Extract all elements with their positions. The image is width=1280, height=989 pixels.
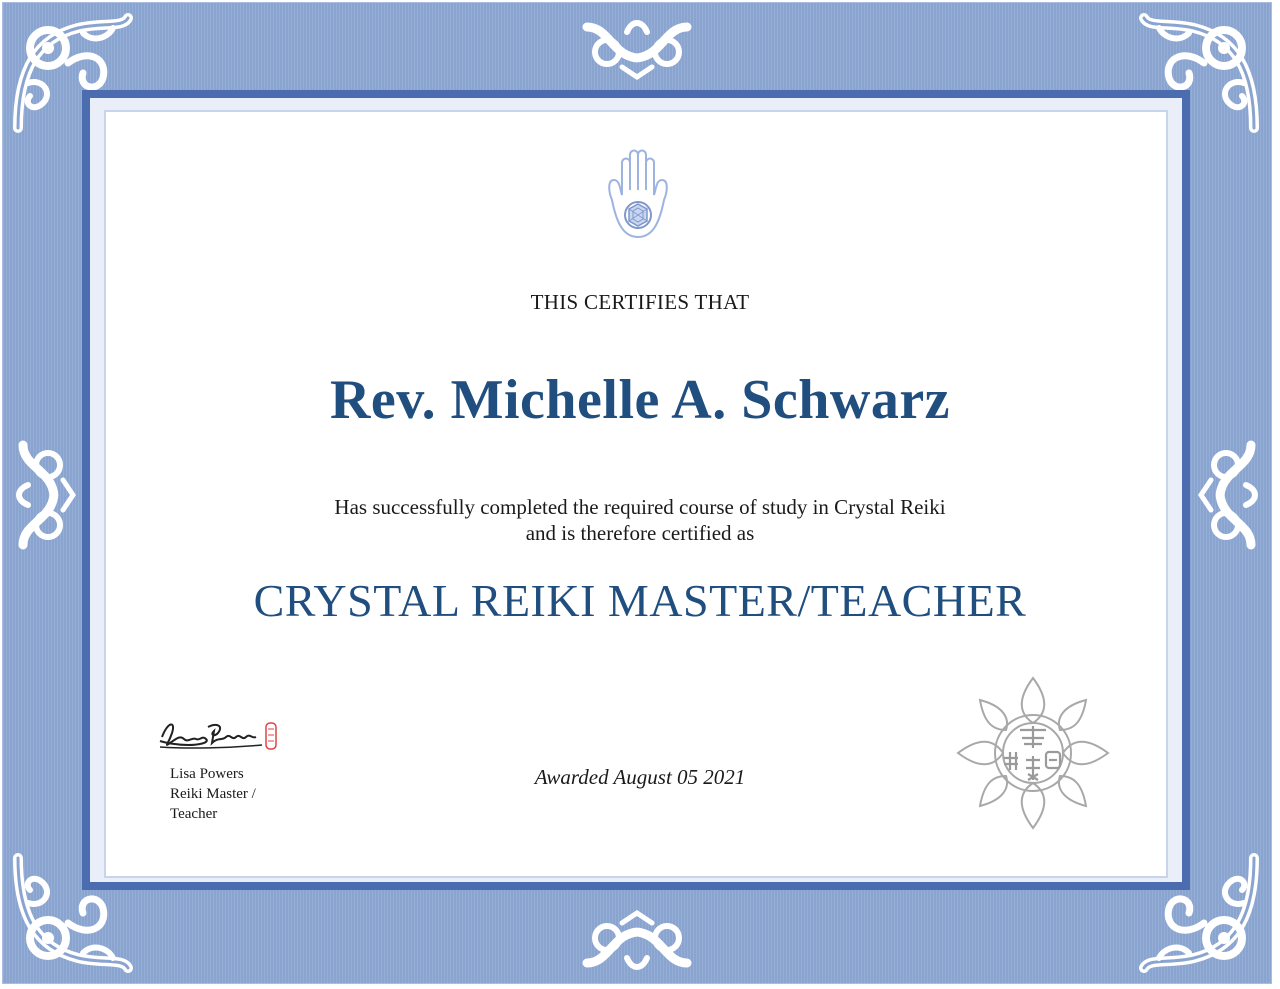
signer-name: Lisa Powers bbox=[170, 766, 244, 782]
certifies-heading: THIS CERTIFIES THAT bbox=[530, 290, 750, 314]
handwritten-signature bbox=[158, 715, 283, 755]
statement-line-1: Has successfully completed the required course of study in Crystal Reiki bbox=[334, 495, 946, 519]
top-center-scroll-ornament bbox=[577, 12, 697, 82]
awarded-date: Awarded August 05 2021 bbox=[534, 765, 746, 789]
reiki-lotus-seal-icon bbox=[948, 668, 1118, 838]
signer-title-line-1: Reiki Master / bbox=[170, 786, 256, 802]
bottom-center-scroll-ornament bbox=[577, 908, 697, 978]
hamsa-hand-crystal-icon bbox=[600, 145, 680, 245]
signer-title-line-2: Teacher bbox=[170, 806, 218, 822]
recipient-name: Rev. Michelle A. Schwarz bbox=[329, 369, 951, 431]
statement-line-2: and is therefore certified as bbox=[525, 521, 755, 545]
signer-block bbox=[170, 764, 290, 824]
certification-title: CRYSTAL REIKI MASTER/TEACHER bbox=[253, 575, 1027, 626]
